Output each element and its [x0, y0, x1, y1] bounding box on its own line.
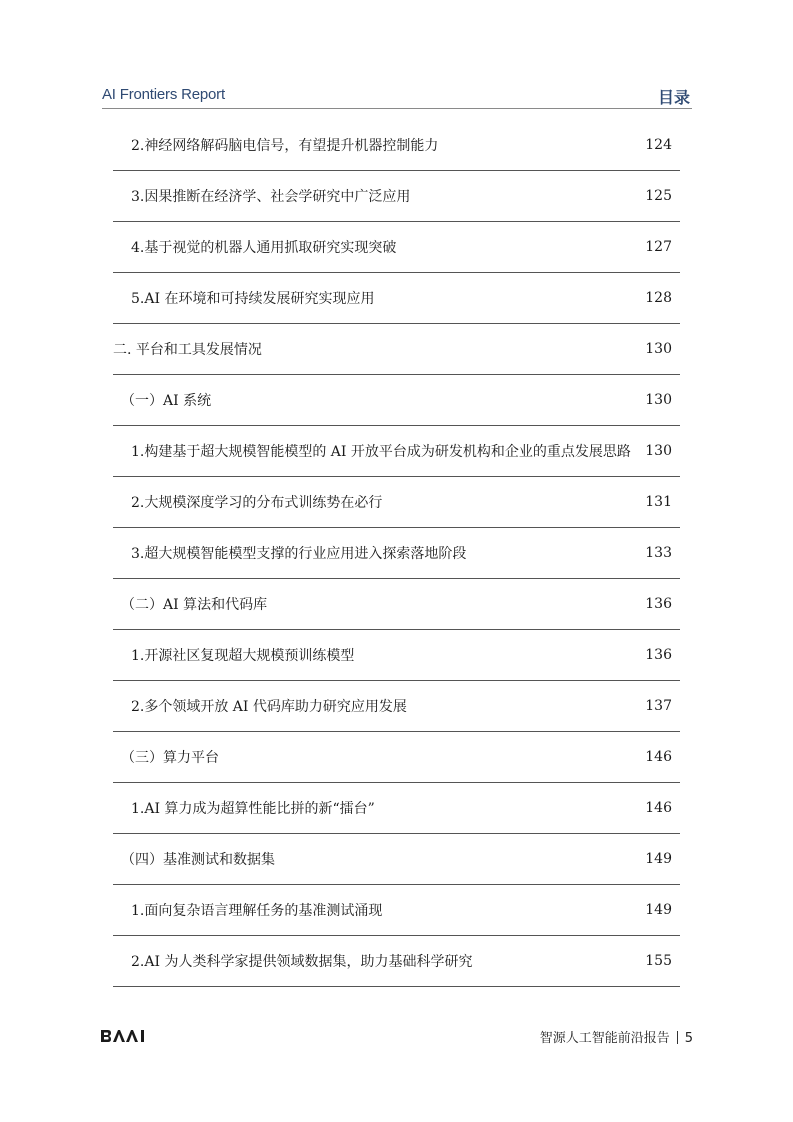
- toc-entry-page: 130: [645, 341, 672, 357]
- toc-entry-title: （一）AI 系统: [121, 393, 212, 409]
- toc-entry-title: 1.开源社区复现超大规模预训练模型: [131, 648, 355, 664]
- toc-entry-page: 149: [645, 851, 672, 867]
- page-header: [102, 86, 692, 109]
- toc-entry[interactable]: [113, 324, 680, 375]
- toc-entry-title: 4.基于视觉的机器人通用抓取研究实现突破: [131, 240, 397, 256]
- toc-entry-page: 133: [645, 545, 672, 561]
- toc-entry[interactable]: [113, 885, 680, 936]
- toc-entry[interactable]: [113, 528, 680, 579]
- report-title: AI Frontiers Report: [102, 86, 225, 103]
- toc-entry-page: 125: [645, 188, 672, 204]
- toc-entry-page: 149: [645, 902, 672, 918]
- toc-entry-page: 128: [645, 290, 672, 306]
- toc-entry-title: 二. 平台和工具发展情况: [113, 342, 262, 358]
- toc-entry-page: 136: [645, 596, 672, 612]
- toc-entry-page: 146: [645, 749, 672, 765]
- toc-entry-title: （三）算力平台: [121, 750, 219, 766]
- toc-entry[interactable]: [113, 375, 680, 426]
- toc-entry-title: 2.多个领域开放 AI 代码库助力研究应用发展: [131, 699, 407, 715]
- toc-entry-title: 2.神经网络解码脑电信号，有望提升机器控制能力: [131, 138, 439, 154]
- toc-entry-page: 137: [645, 698, 672, 714]
- toc-entry-page: 124: [645, 137, 672, 153]
- baai-logo: [100, 1029, 148, 1043]
- toc-entry[interactable]: [113, 273, 680, 324]
- toc-entry-title: 3.因果推断在经济学、社会学研究中广泛应用: [131, 189, 411, 205]
- toc-entry[interactable]: [113, 936, 680, 987]
- toc-entry[interactable]: [113, 426, 680, 477]
- toc-entry-page: 131: [645, 494, 672, 510]
- page-number: 5: [684, 1031, 693, 1046]
- toc-entry-page: 130: [645, 392, 672, 408]
- toc-entry-title: （二）AI 算法和代码库: [121, 597, 268, 613]
- toc-entry[interactable]: [113, 834, 680, 885]
- page-footer: [540, 1027, 693, 1046]
- toc-entry-title: 1.面向复杂语言理解任务的基准测试涌现: [131, 903, 383, 919]
- toc-entry[interactable]: [113, 630, 680, 681]
- toc-entry-title: 3.超大规模智能模型支撑的行业应用进入探索落地阶段: [131, 546, 467, 562]
- toc-entry-title: 5.AI 在环境和可持续发展研究实现应用: [131, 291, 375, 307]
- toc-entry-title: 1.构建基于超大规模智能模型的 AI 开放平台成为研发机构和企业的重点发展思路: [131, 444, 631, 460]
- table-of-contents: [113, 120, 680, 987]
- toc-entry-title: （四）基准测试和数据集: [121, 852, 275, 868]
- toc-entry[interactable]: [113, 222, 680, 273]
- footer-report-name: 智源人工智能前沿报告: [539, 1031, 670, 1046]
- toc-entry[interactable]: [113, 681, 680, 732]
- toc-entry-title: 1.AI 算力成为超算性能比拼的新“擂台”: [131, 801, 375, 817]
- toc-entry-title: 2.大规模深度学习的分布式训练势在必行: [131, 495, 383, 511]
- footer-divider: [677, 1031, 678, 1044]
- section-label: 目录: [657, 88, 690, 107]
- toc-entry-page: 155: [645, 953, 672, 969]
- toc-entry-page: 127: [645, 239, 672, 255]
- toc-entry[interactable]: [113, 477, 680, 528]
- toc-entry[interactable]: [113, 171, 680, 222]
- toc-entry-page: 146: [645, 800, 672, 816]
- toc-entry-page: 136: [645, 647, 672, 663]
- toc-entry[interactable]: [113, 120, 680, 171]
- toc-entry-page: 130: [645, 443, 672, 459]
- toc-entry[interactable]: [113, 783, 680, 834]
- toc-entry[interactable]: [113, 732, 680, 783]
- toc-entry-title: 2.AI 为人类科学家提供领域数据集，助力基础科学研究: [131, 954, 473, 970]
- toc-entry[interactable]: [113, 579, 680, 630]
